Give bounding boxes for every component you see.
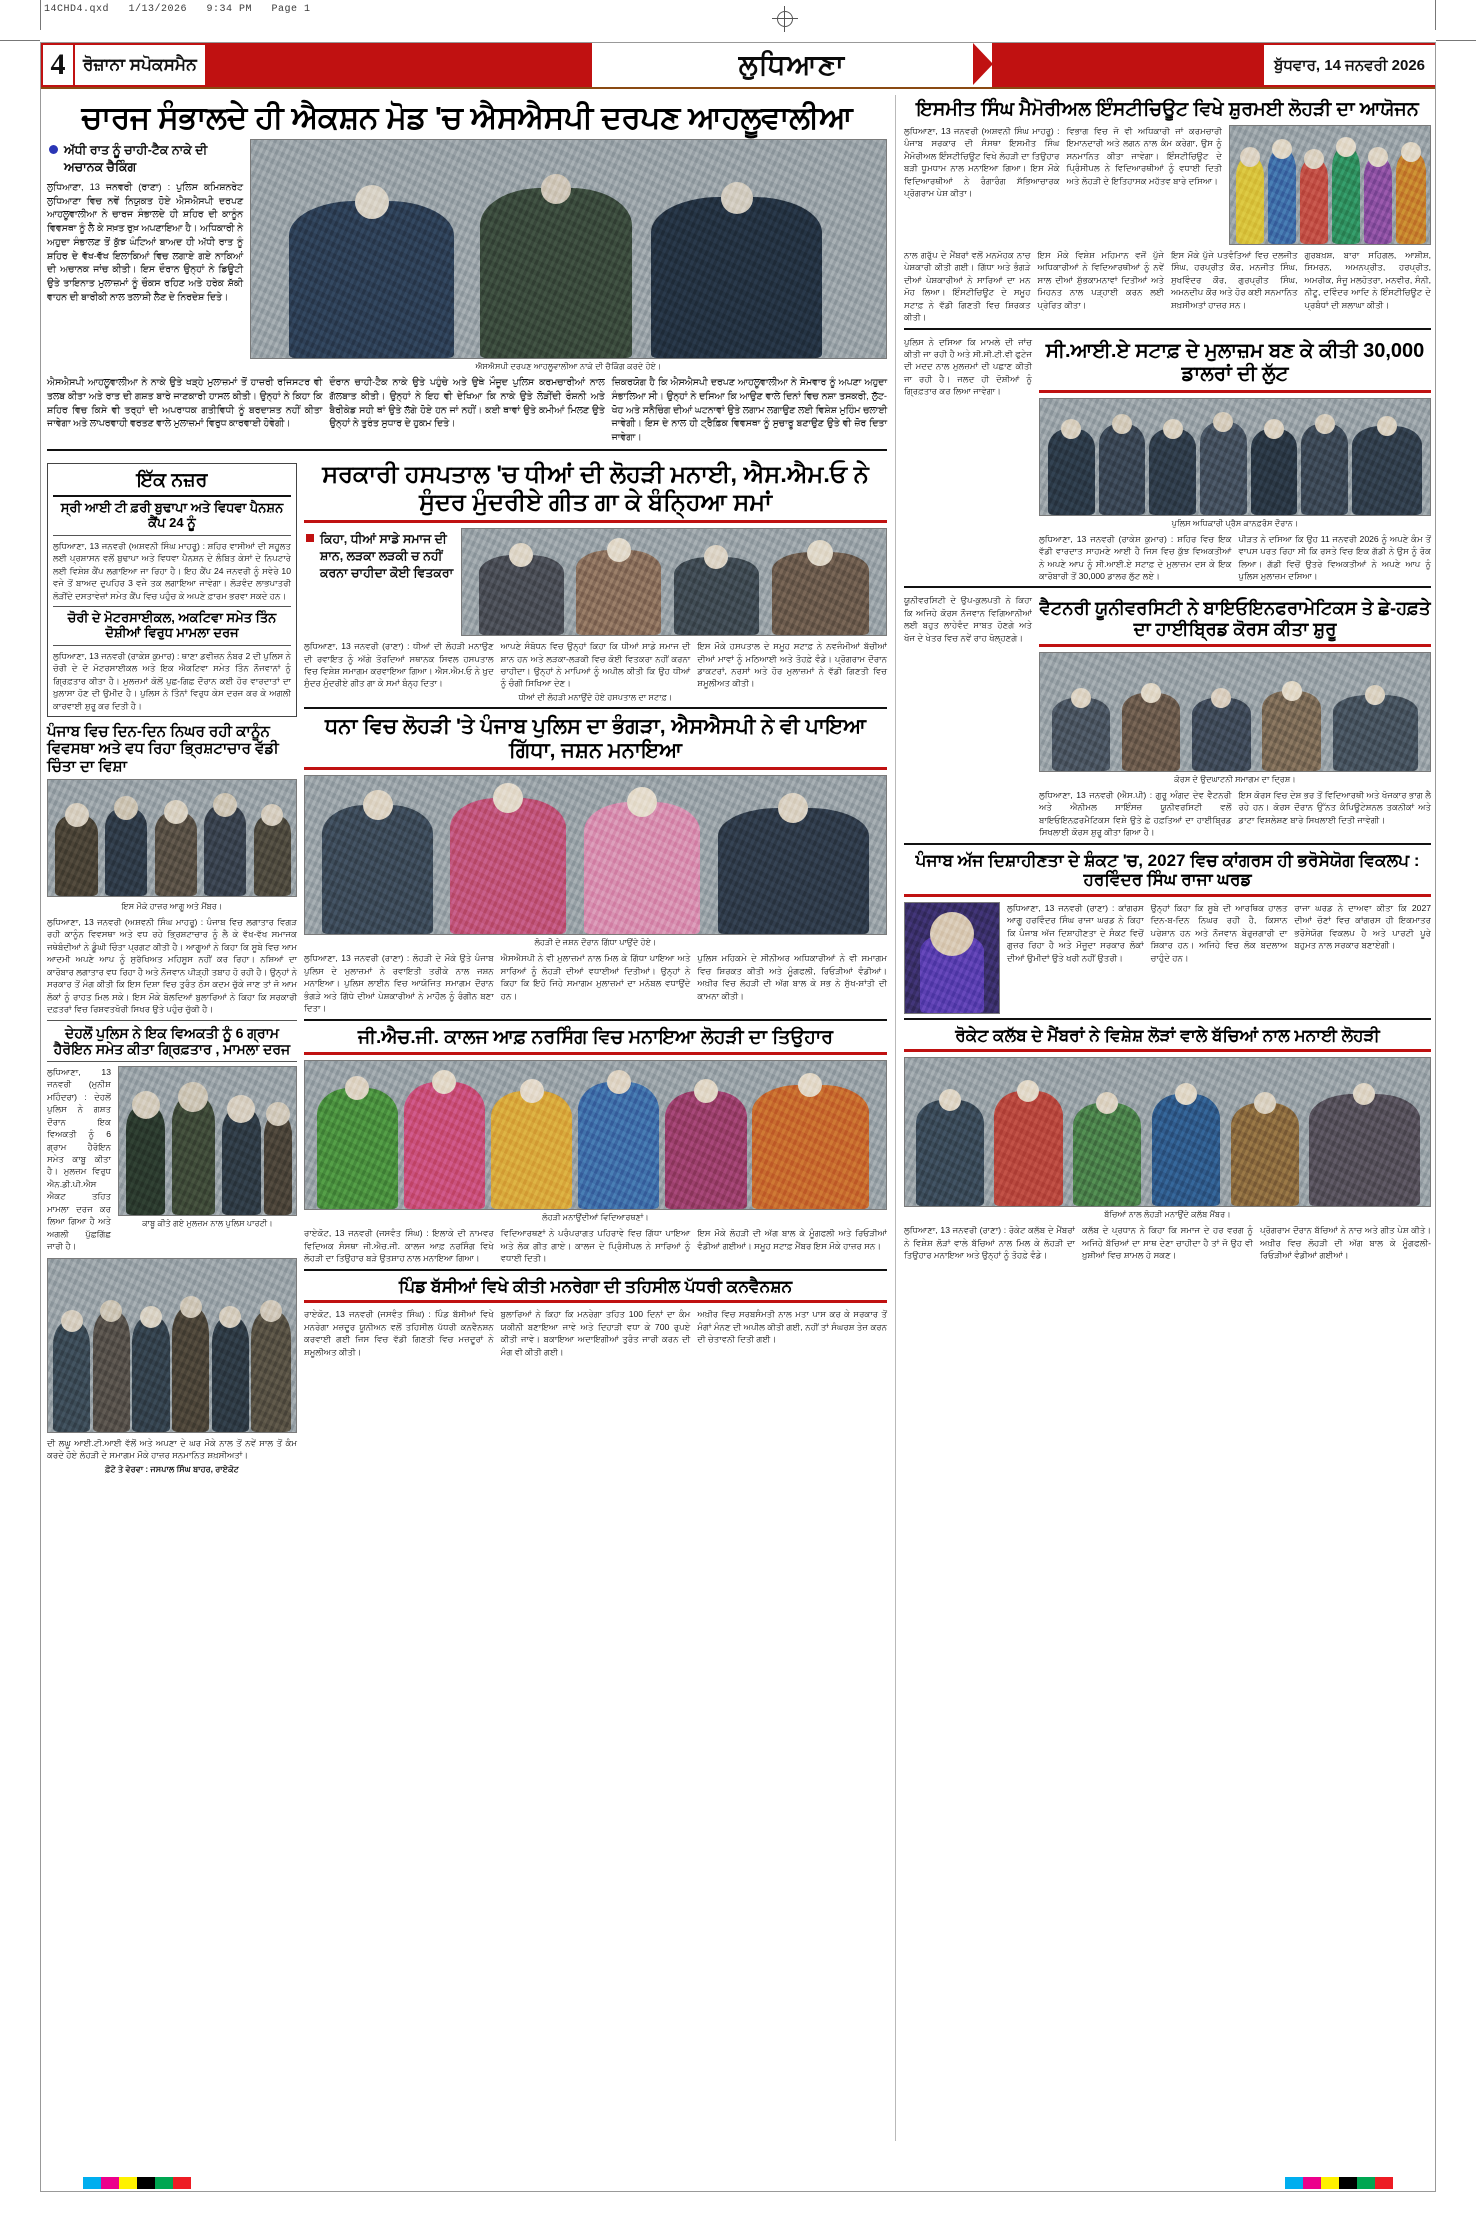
ik-nazar-item-1-text: ਲੁਧਿਆਣਾ, 13 ਜਨਵਰੀ (ਰਾਕੇਸ਼ ਕੁਮਾਰ) : ਥਾਣਾ ਡਵੀਜ਼ਨ ਨੰਬਰ 2 ਦੀ ਪੁਲਿਸ ਨੇ ਚੋਰੀ ਦੇ ਦੋ ਮੋਟਰਸਾਈਕਲ ਅਤੇ ਇਕ ਐਕਟਿਵਾ ਸਮੇਤ ਤਿੰਨ ਨੌਜਵਾਨਾਂ ਨੂੰ ਗ੍ਰਿਫ਼ਤਾਰ ਕੀਤਾ ਹੈ। ਮੁਲਜ਼ਮਾਂ ਕੋਲੋਂ ਪੁਛ-ਗਿਛ ਦੌਰਾਨ ਕਈ ਹੋਰ ਵਾਰਦਾਤਾਂ ਦਾ ਖ਼ੁਲਾਸਾ ਹੋਣ ਦੀ ਉਮੀਦ ਹੈ। ਪੁਲਿਸ ਨੇ ਤਿੰਨਾਂ ਵਿਰੁਧ ਕੇਸ ਦਰਜ ਕਰ ਕੇ ਅਗਲੀ ਕਾਰਵਾਈ ਸ਼ੁਰੂ ਕਰ ਦਿਤੀ ਹੈ। <box>53 650 291 711</box>
hospital-story <box>304 461 887 703</box>
corruption-headline: ਪੰਜਾਬ ਵਿਚ ਦਿਨ-ਦਿਨ ਨਿਘਰ ਰਹੀ ਕਾਨੂੰਨ ਵਿਵਸਥਾ ਅਤੇ ਵਧ ਰਿਹਾ ਭ੍ਰਿਸ਼ਟਾਚਾਰ ਵੱਡੀ ਚਿੰਤਾ ਦਾ ਵਿਸ਼ਾ <box>47 723 279 775</box>
lead-col-2: ਐਸਐਸਪੀ ਆਹਲੂਵਾਲੀਆ ਨੇ ਨਾਕੇ ਉਤੇ ਖੜ੍ਹੇ ਮੁਲਾਜ਼ਮਾਂ ਤੋਂ ਹਾਜ਼ਰੀ ਰਜਿਸਟਰ ਵੀ ਤਲਬ ਕੀਤਾ ਅਤੇ ਰਾਤ ਦੀ ਗਸ਼ਤ ਬਾਰੇ ਜਾਣਕਾਰੀ ਹਾਸਲ ਕੀਤੀ। ਉਨ੍ਹਾਂ ਨੇ ਕਿਹਾ ਕਿ ਸ਼ਹਿਰ ਵਿਚ ਕਿਸੇ ਵੀ ਤਰ੍ਹਾਂ ਦੀ ਅਪਰਾਧਕ ਗਤੀਵਿਧੀ ਨੂੰ ਬਰਦਾਸ਼ਤ ਨਹੀਂ ਕੀਤਾ ਜਾਵੇਗਾ ਅਤੇ ਲਾਪਰਵਾਹੀ ਵਰਤਣ ਵਾਲੇ ਮੁਲਾਜ਼ਮਾਂ ਵਿਰੁਧ ਕਾਰਵਾਈ ਹੋਵੇਗੀ। <box>47 377 323 429</box>
police-photo <box>304 775 887 935</box>
masthead <box>41 43 1435 89</box>
aap-col-3: ਰਾਜਾ ਘਰਡ ਨੇ ਦਾਅਵਾ ਕੀਤਾ ਕਿ 2027 ਦੀਆਂ ਚੋਣਾਂ ਵਿਚ ਕਾਂਗਰਸ ਹੀ ਇਕਮਾਤਰ ਭਰੋਸੇਯੋਗ ਵਿਕਲਪ ਹੈ ਅਤੇ ਪਾਰਟੀ ਪੂਰੇ ਬਹੁਮਤ ਨਾਲ ਸਰਕਾਰ ਬਣਾਏਗੀ। <box>1294 902 1432 951</box>
registration-mark-icon <box>772 6 798 32</box>
swatch-cyan <box>83 2177 101 2189</box>
dehlon-photo-caption: ਕਾਬੂ ਕੀਤੇ ਗਏ ਮੁਲਜ਼ਮ ਨਾਲ ਪੁਲਿਸ ਪਾਰਟੀ। <box>142 1218 273 1228</box>
dehlon-headline: ਦੇਹਲੋਂ ਪੁਲਿਸ ਨੇ ਇਕ ਵਿਅਕਤੀ ਨੂੰ 6 ਗ੍ਰਾਮ ਹੈਰੋਇਨ ਸਮੇਤ ਕੀਤਾ ਗ੍ਰਿਫ਼ਤਾਰ , ਮਾਮਲਾ ਦਰਜ <box>53 1024 291 1057</box>
group-photo-credit: ਫ਼ੋਟੋ ਤੇ ਵੇਰਵਾ : ਜਸਪਾਲ ਸਿੰਘ ਬਾਹਰ, ਰਾਏਕੋਟ <box>105 1464 239 1474</box>
nursing-headline: ਜੀ.ਐਚ.ਜੀ. ਕਾਲਜ ਆਫ਼ ਨਰਸਿੰਗ ਵਿਚ ਮਨਾਇਆ ਲੋਹੜੀ ਦਾ ਤਿਉਹਾਰ <box>357 1026 834 1048</box>
lead-photo <box>250 139 887 359</box>
swatch-black <box>1339 2177 1357 2189</box>
vet-story <box>1039 594 1431 838</box>
crop-mark-top-left <box>40 0 41 30</box>
left-section <box>47 95 887 2141</box>
aap-story <box>904 851 1431 1014</box>
ik-nazar-item-1-headline: ਚੋਰੀ ਦੇ ਮੋਟਰਸਾਈਕਲ, ਅਕਟਿਵਾ ਸਮੇਤ ਤਿੰਨ ਦੋਸ਼ੀਆਂ ਵਿਰੁਧ ਮਾਮਲਾ ਦਰਜ <box>67 610 277 640</box>
lead-photo-caption: ਐਸਐਸਪੀ ਦਰਪਣ ਆਹਲੂਵਾਲੀਆ ਨਾਕੇ ਦੀ ਚੈਕਿੰਗ ਕਰਦੇ ਹੋਏ। <box>475 362 662 372</box>
police-story <box>304 715 887 1015</box>
police-col-2: ਐਸਐਸਪੀ ਨੇ ਵੀ ਮੁਲਾਜ਼ਮਾਂ ਨਾਲ ਮਿਲ ਕੇ ਗਿੱਧਾ ਪਾਇਆ ਅਤੇ ਸਾਰਿਆਂ ਨੂੰ ਲੋਹੜੀ ਦੀਆਂ ਵਧਾਈਆਂ ਦਿਤੀਆਂ। ਉਨ੍ਹਾਂ ਨੇ ਕਿਹਾ ਕਿ ਇਹੋ ਜਿਹੇ ਸਮਾਗਮ ਮੁਲਾਜ਼ਮਾਂ ਦਾ ਮਨੋਬਲ ਵਧਾਉਂਦੇ ਹਨ। <box>500 953 691 1001</box>
nursing-photo <box>304 1060 887 1210</box>
cia-photo <box>1039 398 1431 516</box>
print-slug: 14CHD4.qxd 1/13/2026 9:34 PM Page 1 <box>44 4 311 15</box>
nursing-col-3: ਇਸ ਮੌਕੇ ਲੋਹੜੀ ਦੀ ਅੱਗ ਬਾਲ ਕੇ ਮੂੰਗਫਲੀ ਅਤੇ ਰਿਓੜੀਆਂ ਵੰਡੀਆਂ ਗਈਆਂ। ਸਮੂਹ ਸਟਾਫ਼ ਮੈਂਬਰ ਇਸ ਮੌਕੇ ਹਾਜ਼ਰ ਸਨ। <box>697 1228 888 1251</box>
police-col-3: ਪੁਲਿਸ ਮਹਿਕਮੇ ਦੇ ਸੀਨੀਅਰ ਅਧਿਕਾਰੀਆਂ ਨੇ ਵੀ ਸਮਾਗਮ ਵਿਚ ਸ਼ਿਰਕਤ ਕੀਤੀ ਅਤੇ ਮੂੰਗਫਲੀ, ਰਿਓੜੀਆਂ ਵੰਡੀਆਂ। ਅਖ਼ੀਰ ਵਿਚ ਲੋਹੜੀ ਦੀ ਅੱਗ ਬਾਲ ਕੇ ਸਭ ਨੇ ਸੁੱਖ-ਸ਼ਾਂਤੀ ਦੀ ਕਾਮਨਾ ਕੀਤੀ। <box>697 953 888 1001</box>
lead-kicker-text: ਅੱਧੀ ਰਾਤ ਨੂੰ ਚਾਹੀ-ਟੈਕ ਨਾਕੇ ਦੀ ਅਚਾਨਕ ਚੈਕਿੰਗ <box>64 143 208 174</box>
police-col-1: ਲੁਧਿਆਣਾ, 13 ਜਨਵਰੀ (ਰਾਣਾ) : ਲੋਹੜੀ ਦੇ ਮੌਕੇ ਉਤੇ ਪੰਜਾਬ ਪੁਲਿਸ ਦੇ ਮੁਲਾਜ਼ਮਾਂ ਨੇ ਰਵਾਇਤੀ ਤਰੀਕੇ ਨਾਲ ਜਸ਼ਨ ਮਨਾਇਆ। ਪੁਲਿਸ ਲਾਈਨ ਵਿਚ ਆਯੋਜਿਤ ਸਮਾਗਮ ਦੌਰਾਨ ਭੰਗੜੇ ਅਤੇ ਗਿੱਧੇ ਦੀਆਂ ਪੇਸ਼ਕਾਰੀਆਂ ਨੇ ਮਾਹੌਲ ਨੂੰ ਰੰਗੀਨ ਬਣਾ ਦਿਤਾ। <box>304 953 494 1014</box>
group-photo-caption: ਦੀ ਲਘੂ ਆਈ.ਟੀ.ਆਈ ਵੱਲੋਂ ਅਤੇ ਅਪਣਾ ਦੇ ਘਰ ਮੌਕੇ ਨਾਲ ਤੋਂ ਨਵੇਂ ਸਾਲ ਤੋਂ ਕੰਮ ਕਰਦੇ ਹੋਏ ਲੋਹੜੀ ਦੇ ਸਮਾਗਮ ਮੌਕੇ ਹਾਜ਼ਰ ਸਨਮਾਨਿਤ ਸ਼ਖ਼ਸੀਅਤਾਂ। <box>47 1437 297 1461</box>
middle-section <box>304 457 887 1358</box>
vet-photo-caption: ਕੋਰਸ ਦੇ ਉਦਘਾਟਨੀ ਸਮਾਗਮ ਦਾ ਦ੍ਰਿਸ਼। <box>1174 774 1296 784</box>
swatch-red <box>173 2177 191 2189</box>
newspaper-page <box>40 42 1436 2192</box>
dehlon-photo <box>118 1066 297 1216</box>
lead-kicker <box>49 142 243 176</box>
rocket-col-1: ਲੁਧਿਆਣਾ, 13 ਜਨਵਰੀ (ਰਾਣਾ) : ਰੋਕੇਟ ਕਲੱਬ ਦੇ ਮੈਂਬਰਾਂ ਨੇ ਵਿਸ਼ੇਸ਼ ਲੋੜਾਂ ਵਾਲੇ ਬੱਚਿਆਂ ਨਾਲ ਮਿਲ ਕੇ ਲੋਹੜੀ ਦਾ ਤਿਉਹਾਰ ਮਨਾਇਆ ਅਤੇ ਉਨ੍ਹਾਂ ਨੂੰ ਤੋਹਫ਼ੇ ਵੰਡੇ। <box>904 1225 1075 1261</box>
swatch-yellow <box>119 2177 137 2189</box>
group-photo <box>47 1258 297 1433</box>
aap-col-2: ਉਨ੍ਹਾਂ ਕਿਹਾ ਕਿ ਸੂਬੇ ਦੀ ਆਰਥਿਕ ਹਾਲਤ ਦਿਨ-ਬ-ਦਿਨ ਨਿਘਰ ਰਹੀ ਹੈ, ਕਿਸਾਨ ਪਰੇਸ਼ਾਨ ਹਨ ਅਤੇ ਨੌਜਵਾਨ ਬੇਰੁਜ਼ਗਾਰੀ ਦਾ ਸ਼ਿਕਾਰ ਹਨ। ਅਜਿਹੇ ਵਿਚ ਲੋਕ ਬਦਲਾਅ ਚਾਹੁੰਦੇ ਹਨ। <box>1150 902 1288 963</box>
swatch-magenta <box>101 2177 119 2189</box>
hospital-kicker-text: ਕਿਹਾ, ਧੀਆਂ ਸਾਡੇ ਸਮਾਜ ਦੀ ਸ਼ਾਨ, ਲੜਕਾ ਲੜਕੀ ਚ ਨਹੀਂ ਕਰਨਾ ਚਾਹੀਦਾ ਕੋਈ ਵਿਤਕਰਾ <box>320 532 454 580</box>
hospital-col-3: ਇਸ ਮੌਕੇ ਹਸਪਤਾਲ ਦੇ ਸਮੂਹ ਸਟਾਫ਼ ਨੇ ਨਵਜੰਮੀਆਂ ਬੱਚੀਆਂ ਦੀਆਂ ਮਾਵਾਂ ਨੂੰ ਮਠਿਆਈ ਅਤੇ ਤੋਹਫ਼ੇ ਵੰਡੇ। ਪ੍ਰੋਗਰਾਮ ਦੌਰਾਨ ਡਾਕਟਰਾਂ, ਨਰਸਾਂ ਅਤੇ ਹੋਰ ਮੁਲਾਜ਼ਮਾਂ ਨੇ ਵੱਡੀ ਗਿਣਤੀ ਵਿਚ ਸ਼ਮੂਲੀਅਤ ਕੀਤੀ। <box>697 641 888 689</box>
ik-nazar-title: ਇੱਕ ਨਜ਼ਰ <box>53 468 291 497</box>
swatch-red <box>1375 2177 1393 2189</box>
color-swatches-right <box>1285 2177 1393 2189</box>
crop-mark-right <box>1436 40 1476 41</box>
crop-mark-top-right <box>1435 0 1436 30</box>
ismeet-col-2: ਵਿਭਾਗ ਵਿਚ ਜੋ ਵੀ ਅਧਿਕਾਰੀ ਜਾਂ ਕਰਮਚਾਰੀ ਇਮਾਨਦਾਰੀ ਅਤੇ ਲਗਨ ਨਾਲ ਕੰਮ ਕਰੇਗਾ, ਉਸ ਨੂੰ ਸਨਮਾਨਿਤ ਕੀਤਾ ਜਾਵੇਗਾ। ਇੰਸਟੀਚਿਊਟ ਦੇ ਪ੍ਰਿੰਸੀਪਲ ਨੇ ਵਿਦਿਆਰਥੀਆਂ ਨੂੰ ਵਧਾਈ ਦਿਤੀ ਅਤੇ ਲੋਹੜੀ ਦੇ ਇਤਿਹਾਸਕ ਮਹੱਤਵ ਬਾਰੇ ਦਸਿਆ। <box>1066 125 1222 186</box>
police-headline: ਧਨਾ ਵਿਚ ਲੋਹੜੀ 'ਤੇ ਪੰਜਾਬ ਪੁਲਿਸ ਦਾ ਭੰਗੜਾ, ਐਸਐਸਪੀ ਨੇ ਵੀ ਪਾਇਆ ਗਿੱਧਾ, ਜਸ਼ਨ ਮਨਾਇਆ <box>324 714 867 763</box>
cia-side-col: ਪੁਲਿਸ ਨੇ ਦਸਿਆ ਕਿ ਮਾਮਲੇ ਦੀ ਜਾਂਚ ਕੀਤੀ ਜਾ ਰਹੀ ਹੈ ਅਤੇ ਸੀ.ਸੀ.ਟੀ.ਵੀ ਫੁਟੇਜ ਦੀ ਮਦਦ ਨਾਲ ਮੁਲਜ਼ਮਾਂ ਦੀ ਪਛਾਣ ਕੀਤੀ ਜਾ ਰਹੀ ਹੈ। ਜਲਦ ਹੀ ਦੋਸ਼ੀਆਂ ਨੂੰ ਗ੍ਰਿਫ਼ਤਾਰ ਕਰ ਲਿਆ ਜਾਵੇਗਾ। <box>904 336 1032 397</box>
lead-col-3: ਦੌਰਾਨ ਚਾਹੀ-ਟੈਕ ਨਾਕੇ ਉਤੇ ਪਹੁੰਚੇ ਅਤੇ ਉਥੇ ਮੌਜੂਦ ਪੁਲਿਸ ਕਰਮਚਾਰੀਆਂ ਨਾਲ ਗੱਲਬਾਤ ਕੀਤੀ। ਉਨ੍ਹਾਂ ਨੇ ਇਹ ਵੀ ਦੇਖਿਆ ਕਿ ਨਾਕੇ ਉਤੇ ਲੋੜੀਂਦੀ ਰੌਸ਼ਨੀ ਅਤੇ ਬੈਰੀਕੇਡ ਸਹੀ ਥਾਂ ਉਤੇ ਲੱਗੇ ਹੋਏ ਹਨ ਜਾਂ ਨਹੀਂ। ਕਈ ਥਾਵਾਂ ਉਤੇ ਕਮੀਆਂ ਮਿਲਣ ਉਤੇ ਉਨ੍ਹਾਂ ਨੇ ਤੁਰੰਤ ਸੁਧਾਰ ਦੇ ਹੁਕਮ ਦਿਤੇ। <box>329 377 605 429</box>
cia-col-1: ਲੁਧਿਆਣਾ, 13 ਜਨਵਰੀ (ਰਾਕੇਸ਼ ਕੁਮਾਰ) : ਸ਼ਹਿਰ ਵਿਚ ਇਕ ਵੱਡੀ ਵਾਰਦਾਤ ਸਾਹਮਣੇ ਆਈ ਹੈ ਜਿਸ ਵਿਚ ਕੁੱਝ ਵਿਅਕਤੀਆਂ ਨੇ ਅਪਣੇ ਆਪ ਨੂੰ ਸੀ.ਆਈ.ਏ ਸਟਾਫ਼ ਦੇ ਮੁਲਾਜ਼ਮ ਦਸ ਕੇ ਇਕ ਕਾਰੋਬਾਰੀ ਤੋਂ 30,000 ਡਾਲਰ ਲੁੱਟ ਲਏ। <box>1039 533 1232 581</box>
corruption-text: ਲੁਧਿਆਣਾ, 13 ਜਨਵਰੀ (ਅਸ਼ਵਨੀ ਸਿੰਘ ਮਾਹਰੂ) : ਪੰਜਾਬ ਵਿਚ ਲਗਾਤਾਰ ਵਿਗੜ ਰਹੀ ਕਾਨੂੰਨ ਵਿਵਸਥਾ ਅਤੇ ਵਧ ਰਹੇ ਭ੍ਰਿਸ਼ਟਾਚਾਰ ਨੂੰ ਲੈ ਕੇ ਵੱਖ-ਵੱਖ ਸਮਾਜਕ ਜਥੇਬੰਦੀਆਂ ਨੇ ਡੂੰਘੀ ਚਿੰਤਾ ਪ੍ਰਗਟ ਕੀਤੀ ਹੈ। ਆਗੂਆਂ ਨੇ ਕਿਹਾ ਕਿ ਸੂਬੇ ਵਿਚ ਆਮ ਆਦਮੀ ਅਪਣੇ ਆਪ ਨੂੰ ਸੁਰੱਖਿਅਤ ਮਹਿਸੂਸ ਨਹੀਂ ਕਰ ਰਿਹਾ। ਨਸ਼ਿਆਂ ਦਾ ਕਾਰੋਬਾਰ ਲਗਾਤਾਰ ਵਧ ਰਿਹਾ ਹੈ ਅਤੇ ਨੌਜਵਾਨ ਪੀੜ੍ਹੀ ਤਬਾਹ ਹੋ ਰਹੀ ਹੈ। ਉਨ੍ਹਾਂ ਨੇ ਸਰਕਾਰ ਤੋਂ ਮੰਗ ਕੀਤੀ ਕਿ ਇਸ ਦਿਸ਼ਾ ਵਿਚ ਤੁਰੰਤ ਠੋਸ ਕਦਮ ਚੁੱਕੇ ਜਾਣ ਤਾਂ ਜੋ ਆਮ ਲੋਕਾਂ ਨੂੰ ਰਾਹਤ ਮਿਲ ਸਕੇ। ਇਸ ਮੌਕੇ ਬੋਲਦਿਆਂ ਬੁਲਾਰਿਆਂ ਨੇ ਕਿਹਾ ਕਿ ਸਰਕਾਰੀ ਦਫ਼ਤਰਾਂ ਵਿਚ ਰਿਸ਼ਵਤਖੋਰੀ ਸਿਖਰ ਉਤੇ ਪਹੁੰਚ ਚੁੱਕੀ ਹੈ। <box>47 917 297 1015</box>
masthead-red-bar-left <box>207 43 592 87</box>
crop-mark-left <box>0 40 40 41</box>
nursing-col-1: ਰਾਏਕੋਟ, 13 ਜਨਵਰੀ (ਜਸਵੰਤ ਸਿੰਘ) : ਇਲਾਕੇ ਦੀ ਨਾਮਵਰ ਵਿਦਿਅਕ ਸੰਸਥਾ ਜੀ.ਐਚ.ਜੀ. ਕਾਲਜ ਆਫ਼ ਨਰਸਿੰਗ ਵਿਖੇ ਲੋਹੜੀ ਦਾ ਤਿਉਹਾਰ ਬੜੇ ਉਤਸ਼ਾਹ ਨਾਲ ਮਨਾਇਆ ਗਿਆ। <box>304 1228 494 1264</box>
ismeet-col-6: ਗੁਰਬਖ਼ਸ਼, ਬਾਰਾ ਸਹਿਗਲ, ਆਸ਼ੀਸ਼, ਸਿਮਰਨ, ਅਮਨਪ੍ਰੀਤ, ਹਰਪ੍ਰੀਤ, ਅਮਰੀਕ, ਸੰਜੂ ਮਲਹੋਤਰਾ, ਮਨਵੀਰ, ਸੰਨੀ, ਨੀਟੂ, ਦਵਿੰਦਰ ਆਦਿ ਨੇ ਇੰਸਟੀਚਿਊਟ ਦੇ ਪ੍ਰਬੰਧਾਂ ਦੀ ਸ਼ਲਾਘਾ ਕੀਤੀ। <box>1304 249 1431 310</box>
manrega-col-1: ਰਾਏਕੋਟ, 13 ਜਨਵਰੀ (ਜਸਵੰਤ ਸਿੰਘ) : ਪਿੰਡ ਬੱਸੀਆਂ ਵਿਖੇ ਮਨਰੇਗਾ ਮਜ਼ਦੂਰ ਯੂਨੀਅਨ ਵਲੋਂ ਤਹਿਸੀਲ ਪੱਧਰੀ ਕਨਵੈਨਸ਼ਨ ਕਰਵਾਈ ਗਈ ਜਿਸ ਵਿਚ ਵੱਡੀ ਗਿਣਤੀ ਵਿਚ ਮਜ਼ਦੂਰਾਂ ਨੇ ਸ਼ਮੂਲੀਅਤ ਕੀਤੀ। <box>304 1309 494 1357</box>
ismeet-photo <box>1229 125 1431 245</box>
lead-col-4: ਜ਼ਿਕਰਯੋਗ ਹੈ ਕਿ ਐਸਐਸਪੀ ਦਰਪਣ ਆਹਲੂਵਾਲੀਆ ਨੇ ਸੋਮਵਾਰ ਨੂੰ ਅਪਣਾ ਅਹੁਦਾ ਸੰਭਾਲਿਆ ਸੀ। ਉਨ੍ਹਾਂ ਨੇ ਦਸਿਆ ਕਿ ਆਉਣ ਵਾਲੇ ਦਿਨਾਂ ਵਿਚ ਨਸ਼ਾ ਤਸਕਰੀ, ਲੁੱਟ-ਖੋਹ ਅਤੇ ਸਨੈਚਿੰਗ ਦੀਆਂ ਘਟਨਾਵਾਂ ਉਤੇ ਲਗਾਮ ਲਗਾਉਣ ਲਈ ਵਿਸ਼ੇਸ਼ ਮੁਹਿੰਮ ਚਲਾਈ ਜਾਵੇਗੀ। ਇਸ ਦੇ ਨਾਲ ਹੀ ਟ੍ਰੈਫ਼ਿਕ ਵਿਵਸਥਾ ਨੂੰ ਸੁਚਾਰੂ ਬਣਾਉਣ ਉਤੇ ਵੀ ਜ਼ੋਰ ਦਿਤਾ ਜਾਵੇਗਾ। <box>611 377 887 443</box>
lead-story <box>47 101 887 445</box>
bullet-icon <box>49 145 58 154</box>
city-name: ਲੁਧਿਆਣਾ <box>592 43 992 87</box>
dehlon-text: ਲੁਧਿਆਣਾ, 13 ਜਨਵਰੀ (ਮੁਨੀਸ਼ ਮਹਿੰਦਰਾ) : ਦੇਹਲੋਂ ਪੁਲਿਸ ਨੇ ਗਸ਼ਤ ਦੌਰਾਨ ਇਕ ਵਿਅਕਤੀ ਨੂੰ 6 ਗ੍ਰਾਮ ਹੈਰੋਇਨ ਸਮੇਤ ਕਾਬੂ ਕੀਤਾ ਹੈ। ਮੁਲਜ਼ਮ ਵਿਰੁਧ ਐਨ.ਡੀ.ਪੀ.ਐਸ ਐਕਟ ਤਹਿਤ ਮਾਮਲਾ ਦਰਜ ਕਰ ਲਿਆ ਗਿਆ ਹੈ ਅਤੇ ਅਗਲੀ ਪੁੱਛਗਿੱਛ ਜਾਰੀ ਹੈ। <box>47 1066 111 1252</box>
hospital-photo-caption: ਧੀਆਂ ਦੀ ਲੋਹੜੀ ਮਨਾਉਂਦੇ ਹੋਏ ਹਸਪਤਾਲ ਦਾ ਸਟਾਫ਼। <box>518 692 673 702</box>
publication-date: ਬੁੱਧਵਾਰ, 14 ਜਨਵਰੀ 2026 <box>1262 43 1435 87</box>
rocket-photo <box>904 1057 1431 1207</box>
vet-side-col: ਯੂਨੀਵਰਸਿਟੀ ਦੇ ਉਪ-ਕੁਲਪਤੀ ਨੇ ਕਿਹਾ ਕਿ ਅਜਿਹੇ ਕੋਰਸ ਨੌਜਵਾਨ ਵਿਗਿਆਨੀਆਂ ਲਈ ਬਹੁਤ ਲਾਹੇਵੰਦ ਸਾਬਤ ਹੋਣਗੇ ਅਤੇ ਖੋਜ ਦੇ ਖੇਤਰ ਵਿਚ ਨਵੇਂ ਰਾਹ ਖੋਲ੍ਹਣਗੇ। <box>904 595 1032 643</box>
swatch-black <box>137 2177 155 2189</box>
page-body <box>41 91 1437 2141</box>
rocket-photo-caption: ਬੱਚਿਆਂ ਨਾਲ ਲੋਹੜੀ ਮਨਾਉਂਦੇ ਕਲੱਬ ਮੈਂਬਰ। <box>1104 1210 1231 1220</box>
ik-nazar-box <box>47 463 297 717</box>
bullet-icon <box>306 534 314 542</box>
corruption-photo <box>47 779 297 897</box>
dehlon-story <box>47 1025 297 1253</box>
vet-photo <box>1039 652 1431 772</box>
ismeet-story <box>904 99 1431 324</box>
swatch-green <box>155 2177 173 2189</box>
manrega-story <box>304 1277 887 1358</box>
aap-portrait-photo <box>904 902 1000 1014</box>
rocket-col-3: ਪ੍ਰੋਗਰਾਮ ਦੌਰਾਨ ਬੱਚਿਆਂ ਨੇ ਨਾਚ ਅਤੇ ਗੀਤ ਪੇਸ਼ ਕੀਤੇ। ਅਖ਼ੀਰ ਵਿਚ ਲੋਹੜੀ ਦੀ ਅੱਗ ਬਾਲ ਕੇ ਮੂੰਗਫਲੀ-ਰਿਓੜੀਆਂ ਵੰਡੀਆਂ ਗਈਆਂ। <box>1260 1225 1431 1261</box>
ik-nazar-item-0-headline: ਸ੍ਰੀ ਆਈ ਟੀ ਫ਼ਰੀ ਬੁਢਾਪਾ ਅਤੇ ਵਿਧਵਾ ਪੈਨਸ਼ਨ ਕੈਂਪ 24 ਨੂੰ <box>60 499 284 530</box>
cia-headline: ਸੀ.ਆਈ.ਏ ਸਟਾਫ਼ ਦੇ ਮੁਲਾਜ਼ਮ ਬਣ ਕੇ ਕੀਤੀ 30,000 ਡਾਲਰਾਂ ਦੀ ਲੁੱਟ <box>1045 339 1425 385</box>
hospital-headline: ਸਰਕਾਰੀ ਹਸਪਤਾਲ 'ਚ ਧੀਆਂ ਦੀ ਲੋਹੜੀ ਮਨਾਈ, ਐਸ.ਐਮ.ਓ ਨੇ ਸੁੰਦਰ ਮੁੰਦਰੀਏ ਗੀਤ ਗਾ ਕੇ ਬੰਨ੍ਹਿਆ ਸਮਾਂ <box>322 460 869 516</box>
police-photo-caption: ਲੋਹੜੀ ਦੇ ਜਸ਼ਨ ਦੌਰਾਨ ਗਿੱਧਾ ਪਾਉਂਦੇ ਹੋਏ। <box>534 938 657 948</box>
color-swatches-left <box>83 2177 191 2189</box>
lead-col-1: ਲੁਧਿਆਣਾ, 13 ਜਨਵਰੀ (ਰਾਣਾ) : ਪੁਲਿਸ ਕਮਿਸ਼ਨਰੇਟ ਲੁਧਿਆਣਾ ਵਿਚ ਨਵੇਂ ਨਿਯੁਕਤ ਹੋਏ ਐਸਐਸਪੀ ਦਰਪਣ ਆਹਲੂਵਾਲੀਆ ਨੇ ਚਾਰਜ ਸੰਭਾਲਦੇ ਹੀ ਸ਼ਹਿਰ ਦੀ ਕਾਨੂੰਨ ਵਿਵਸਥਾ ਨੂੰ ਲੈ ਕੇ ਸਖ਼ਤ ਰੁਖ਼ ਅਪਣਾਇਆ ਹੈ। ਅਧਿਕਾਰੀ ਨੇ ਅਹੁਦਾ ਸੰਭਾਲਣ ਤੋਂ ਕੁੱਝ ਘੰਟਿਆਂ ਬਾਅਦ ਹੀ ਅੱਧੀ ਰਾਤ ਨੂੰ ਸ਼ਹਿਰ ਦੇ ਵੱਖ-ਵੱਖ ਇਲਾਕਿਆਂ ਵਿਚ ਲਗਾਏ ਗਏ ਨਾਕਿਆਂ ਦੀ ਅਚਾਨਕ ਜਾਂਚ ਕੀਤੀ। ਇਸ ਦੌਰਾਨ ਉਨ੍ਹਾਂ ਨੇ ਡਿਊਟੀ ਉਤੇ ਤਾਇਨਾਤ ਮੁਲਾਜ਼ਮਾਂ ਨੂੰ ਚੌਕਸ ਰਹਿਣ ਅਤੇ ਹਰੇਕ ਸ਼ੱਕੀ ਵਾਹਨ ਦੀ ਬਾਰੀਕੀ ਨਾਲ ਤਲਾਸ਼ੀ ਲੈਣ ਦੇ ਨਿਰਦੇਸ਼ ਦਿਤੇ। <box>47 181 243 302</box>
swatch-green <box>1357 2177 1375 2189</box>
vet-col-1: ਲੁਧਿਆਣਾ, 13 ਜਨਵਰੀ (ਐਸ.ਪੀ) : ਗੁਰੂ ਅੰਗਦ ਦੇਵ ਵੈਟਨਰੀ ਅਤੇ ਐਨੀਮਲ ਸਾਇੰਸਜ਼ ਯੂਨੀਵਰਸਿਟੀ ਵਲੋਂ ਬਾਇਓਇਨਫ਼ਰਮੈਟਿਕਸ ਵਿਸ਼ੇ ਉਤੇ ਛੇ ਹਫ਼ਤਿਆਂ ਦਾ ਹਾਈਬ੍ਰਿਡ ਸਿਖਲਾਈ ਕੋਰਸ ਸ਼ੁਰੂ ਕੀਤਾ ਗਿਆ ਹੈ। <box>1039 789 1232 838</box>
manrega-col-2: ਬੁਲਾਰਿਆਂ ਨੇ ਕਿਹਾ ਕਿ ਮਨਰੇਗਾ ਤਹਿਤ 100 ਦਿਨਾਂ ਦਾ ਕੰਮ ਯਕੀਨੀ ਬਣਾਇਆ ਜਾਵੇ ਅਤੇ ਦਿਹਾੜੀ ਵਧਾ ਕੇ 700 ਰੁਪਏ ਕੀਤੀ ਜਾਵੇ। ਬਕਾਇਆ ਅਦਾਇਗੀਆਂ ਤੁਰੰਤ ਜਾਰੀ ਕਰਨ ਦੀ ਮੰਗ ਵੀ ਕੀਤੀ ਗਈ। <box>500 1309 691 1357</box>
nursing-photo-caption: ਲੋਹੜੀ ਮਨਾਉਂਦੀਆਂ ਵਿਦਿਆਰਥਣਾਂ। <box>542 1213 649 1223</box>
vet-col-2: ਇਸ ਕੋਰਸ ਵਿਚ ਦੇਸ਼ ਭਰ ਤੋਂ ਵਿਦਿਆਰਥੀ ਅਤੇ ਖੋਜਕਾਰ ਭਾਗ ਲੈ ਰਹੇ ਹਨ। ਕੋਰਸ ਦੌਰਾਨ ਉੱਨਤ ਕੰਪਿਊਟੇਸ਼ਨਲ ਤਕਨੀਕਾਂ ਅਤੇ ਡਾਟਾ ਵਿਸ਼ਲੇਸ਼ਣ ਬਾਰੇ ਸਿਖਲਾਈ ਦਿਤੀ ਜਾਵੇਗੀ। <box>1238 789 1431 825</box>
ismeet-col-3: ਨਾਲ ਗਰੁੱਪ ਦੇ ਮੈਂਬਰਾਂ ਵਲੋਂ ਮਨਮੋਹਕ ਨਾਚ ਪੇਸ਼ਕਾਰੀ ਕੀਤੀ ਗਈ। ਗਿੱਧਾ ਅਤੇ ਭੰਗੜੇ ਦੀਆਂ ਪੇਸ਼ਕਾਰੀਆਂ ਨੇ ਸਾਰਿਆਂ ਦਾ ਮਨ ਮੋਹ ਲਿਆ। ਇੰਸਟੀਚਿਊਟ ਦੇ ਸਮੂਹ ਸਟਾਫ਼ ਨੇ ਵੱਡੀ ਗਿਣਤੀ ਵਿਚ ਸ਼ਿਰਕਤ ਕੀਤੀ। <box>904 249 1031 323</box>
manrega-col-3: ਅਖ਼ੀਰ ਵਿਚ ਸਰਬਸੰਮਤੀ ਨਾਲ ਮਤਾ ਪਾਸ ਕਰ ਕੇ ਸਰਕਾਰ ਤੋਂ ਮੰਗਾਂ ਮੰਨਣ ਦੀ ਅਪੀਲ ਕੀਤੀ ਗਈ, ਨਹੀਂ ਤਾਂ ਸੰਘਰਸ਼ ਤੇਜ਼ ਕਰਨ ਦੀ ਚੇਤਾਵਨੀ ਦਿਤੀ ਗਈ। <box>697 1309 888 1345</box>
aap-headline: ਪੰਜਾਬ ਅੱਜ ਦਿਸ਼ਾਹੀਣਤਾ ਦੇ ਸ਼ੰਕਟ 'ਚ, 2027 ਵਿਚ ਕਾਂਗਰਸ ਹੀ ਭਰੋਸੇਯੋਗ ਵਿਕਲਪ : ਹਰਵਿੰਦਰ ਸਿੰਘ ਰਾਜਾ ਘਰਡ <box>915 850 1420 890</box>
nursing-story <box>304 1027 887 1265</box>
rocket-col-2: ਕਲੱਬ ਦੇ ਪ੍ਰਧਾਨ ਨੇ ਕਿਹਾ ਕਿ ਸਮਾਜ ਦੇ ਹਰ ਵਰਗ ਨੂੰ ਅਜਿਹੇ ਬੱਚਿਆਂ ਦਾ ਸਾਥ ਦੇਣਾ ਚਾਹੀਦਾ ਹੈ ਤਾਂ ਜੋ ਉਹ ਵੀ ਖ਼ੁਸ਼ੀਆਂ ਵਿਚ ਸ਼ਾਮਲ ਹੋ ਸਕਣ। <box>1082 1225 1253 1261</box>
hospital-photo <box>461 528 887 636</box>
ismeet-headline: ਇਸਮੀਤ ਸਿੰਘ ਮੈਮੋਰੀਅਲ ਇੰਸਟੀਚਿਊਟ ਵਿਖੇ ਸ਼ੁਰਮਈ ਲੋਹੜੀ ਦਾ ਆਯੋਜਨ <box>916 99 1419 120</box>
right-section <box>895 95 1431 2141</box>
page-number: 4 <box>41 43 75 87</box>
swatch-magenta <box>1303 2177 1321 2189</box>
rocket-story <box>904 1026 1431 1262</box>
ismeet-col-5: ਇਸ ਮੌਕੇ ਪੁੱਜੇ ਪਤਵੰਤਿਆਂ ਵਿਚ ਦਲਜੀਤ ਸਿੰਘ, ਹਰਪ੍ਰੀਤ ਕੌਰ, ਮਨਜੀਤ ਸਿੰਘ, ਸੁਖਵਿੰਦਰ ਕੌਰ, ਗੁਰਪ੍ਰੀਤ ਸਿੰਘ, ਅਮਨਦੀਪ ਕੌਰ ਅਤੇ ਹੋਰ ਕਈ ਸਨਮਾਨਿਤ ਸ਼ਖ਼ਸੀਅਤਾਂ ਹਾਜ਼ਰ ਸਨ। <box>1171 249 1298 310</box>
hospital-col-2: ਆਪਣੇ ਸੰਬੋਧਨ ਵਿਚ ਉਨ੍ਹਾਂ ਕਿਹਾ ਕਿ ਧੀਆਂ ਸਾਡੇ ਸਮਾਜ ਦੀ ਸ਼ਾਨ ਹਨ ਅਤੇ ਲੜਕਾ-ਲੜਕੀ ਵਿਚ ਕੋਈ ਵਿਤਕਰਾ ਨਹੀਂ ਕਰਨਾ ਚਾਹੀਦਾ। ਉਨ੍ਹਾਂ ਨੇ ਮਾਪਿਆਂ ਨੂੰ ਅਪੀਲ ਕੀਤੀ ਕਿ ਉਹ ਧੀਆਂ ਨੂੰ ਚੰਗੀ ਸਿਖਿਆ ਦੇਣ। <box>500 641 691 689</box>
rocket-headline: ਰੋਕੇਟ ਕਲੱਬ ਦੇ ਮੈਂਬਰਾਂ ਨੇ ਵਿਸ਼ੇਸ਼ ਲੋੜਾਂ ਵਾਲੇ ਬੱਚਿਆਂ ਨਾਲ ਮਨਾਈ ਲੋਹੜੀ <box>955 1025 1380 1045</box>
vet-headline: ਵੈਟਨਰੀ ਯੂਨੀਵਰਸਿਟੀ ਨੇ ਬਾਇਓਇਨਫਰਾਮੇਟਿਕਸ ਤੇ ਛੇ-ਹਫ਼ਤੇ ਦਾ ਹਾਈਬ੍ਰਿਡ ਕੋਰਸ ਕੀਤਾ ਸ਼ੁਰੂ <box>1039 598 1431 640</box>
ismeet-col-1: ਲੁਧਿਆਣਾ, 13 ਜਨਵਰੀ (ਅਸ਼ਵਨੀ ਸਿੰਘ ਮਾਹਰੂ) : ਪੰਜਾਬ ਸਰਕਾਰ ਦੀ ਸੰਸਥਾ ਇਸਮੀਤ ਸਿੰਘ ਮੈਮੋਰੀਅਲ ਇੰਸਟੀਚਿਊਟ ਵਿਖੇ ਲੋਹੜੀ ਦਾ ਤਿਉਹਾਰ ਬੜੀ ਧੂਮਧਾਮ ਨਾਲ ਮਨਾਇਆ ਗਿਆ। ਇਸ ਮੌਕੇ ਵਿਦਿਆਰਥੀਆਂ ਨੇ ਰੰਗਾਰੰਗ ਸੱਭਿਆਚਾਰਕ ਪ੍ਰੋਗਰਾਮ ਪੇਸ਼ ਕੀਤਾ। <box>904 125 1060 199</box>
ismeet-col-4: ਇਸ ਮੌਕੇ ਵਿਸ਼ੇਸ਼ ਮਹਿਮਾਨ ਵਜੋਂ ਪੁੱਜੇ ਅਧਿਕਾਰੀਆਂ ਨੇ ਵਿਦਿਆਰਥੀਆਂ ਨੂੰ ਨਵੇਂ ਸਾਲ ਦੀਆਂ ਸ਼ੁੱਭਕਾਮਨਾਵਾਂ ਦਿਤੀਆਂ ਅਤੇ ਮਿਹਨਤ ਨਾਲ ਪੜ੍ਹਾਈ ਕਰਨ ਲਈ ਪ੍ਰੇਰਿਤ ਕੀਤਾ। <box>1037 249 1164 310</box>
brand-name: ਰੋਜ਼ਾਨਾ ਸਪੋਕਸਮੈਨ <box>75 43 207 87</box>
corruption-photo-caption: ਇਸ ਮੌਕੇ ਹਾਜ਼ਰ ਆਗੂ ਅਤੇ ਮੈਂਬਰ। <box>121 901 223 911</box>
cia-photo-caption: ਪੁਲਿਸ ਅਧਿਕਾਰੀ ਪ੍ਰੈਸ ਕਾਨਫ਼ਰੰਸ ਦੌਰਾਨ। <box>1171 518 1299 528</box>
aap-col-1: ਲੁਧਿਆਣਾ, 13 ਜਨਵਰੀ (ਰਾਣਾ) : ਕਾਂਗਰਸ ਆਗੂ ਹਰਵਿੰਦਰ ਸਿੰਘ ਰਾਜਾ ਘਰਡ ਨੇ ਕਿਹਾ ਕਿ ਪੰਜਾਬ ਅੱਜ ਦਿਸ਼ਾਹੀਣਤਾ ਦੇ ਸੰਕਟ ਵਿਚੋਂ ਗੁਜ਼ਰ ਰਿਹਾ ਹੈ ਅਤੇ ਮੌਜੂਦਾ ਸਰਕਾਰ ਲੋਕਾਂ ਦੀਆਂ ਉਮੀਦਾਂ ਉਤੇ ਖਰੀ ਨਹੀਂ ਉਤਰੀ। <box>1007 902 1144 963</box>
hospital-col-1: ਲੁਧਿਆਣਾ, 13 ਜਨਵਰੀ (ਰਾਣਾ) : ਧੀਆਂ ਦੀ ਲੋਹੜੀ ਮਨਾਉਣ ਦੀ ਰਵਾਇਤ ਨੂੰ ਅੱਗੇ ਤੋਰਦਿਆਂ ਸਥਾਨਕ ਸਿਵਲ ਹਸਪਤਾਲ ਵਿਚ ਵਿਸ਼ੇਸ਼ ਸਮਾਗਮ ਕਰਵਾਇਆ ਗਿਆ। ਐਸ.ਐਮ.ਓ ਨੇ ਖ਼ੁਦ ਸੁੰਦਰ ਮੁੰਦਰੀਏ ਗੀਤ ਗਾ ਕੇ ਸਮਾਂ ਬੰਨ੍ਹ ਦਿਤਾ। <box>304 641 494 689</box>
lead-headline: ਚਾਰਜ ਸੰਭਾਲਦੇ ਹੀ ਐਕਸ਼ਨ ਮੋਡ 'ਚ ਐਸਐਸਪੀ ਦਰਪਣ ਆਹਲੂਵਾਲੀਆ <box>81 100 853 135</box>
hospital-kicker <box>306 531 454 582</box>
manrega-headline: ਪਿੰਡ ਬੱਸੀਆਂ ਵਿਖੇ ਕੀਤੀ ਮਨਰੇਗਾ ਦੀ ਤਹਿਸੀਲ ਪੱਧਰੀ ਕਨਵੈਨਸ਼ਨ <box>398 1276 793 1296</box>
corruption-story <box>47 723 297 1015</box>
nursing-col-2: ਵਿਦਿਆਰਥਣਾਂ ਨੇ ਪਰੰਪਰਾਗਤ ਪਹਿਰਾਵੇ ਵਿਚ ਗਿੱਧਾ ਪਾਇਆ ਅਤੇ ਲੋਕ ਗੀਤ ਗਾਏ। ਕਾਲਜ ਦੇ ਪ੍ਰਿੰਸੀਪਲ ਨੇ ਸਾਰਿਆਂ ਨੂੰ ਵਧਾਈ ਦਿਤੀ। <box>500 1228 691 1264</box>
swatch-yellow <box>1321 2177 1339 2189</box>
masthead-red-bar-right <box>992 43 1262 87</box>
ik-nazar-item-0-text: ਲੁਧਿਆਣਾ, 13 ਜਨਵਰੀ (ਅਸ਼ਵਨੀ ਸਿੰਘ ਮਾਹਰੂ) : ਸ਼ਹਿਰ ਵਾਸੀਆਂ ਦੀ ਸਹੂਲਤ ਲਈ ਪ੍ਰਸ਼ਾਸਨ ਵਲੋਂ ਬੁਢਾਪਾ ਅਤੇ ਵਿਧਵਾ ਪੈਨਸ਼ਨ ਦੇ ਲੰਬਿਤ ਕੇਸਾਂ ਦੇ ਨਿਪਟਾਰੇ ਲਈ ਵਿਸ਼ੇਸ਼ ਕੈਂਪ ਲਗਾਇਆ ਜਾ ਰਿਹਾ ਹੈ। ਇਹ ਕੈਂਪ 24 ਜਨਵਰੀ ਨੂੰ ਸਵੇਰੇ 10 ਵਜੇ ਤੋਂ ਬਾਅਦ ਦੁਪਹਿਰ 3 ਵਜੇ ਤਕ ਲਗਾਇਆ ਜਾਵੇਗਾ। ਲੋੜਵੰਦ ਲਾਭਪਾਤਰੀ ਲੋੜੀਂਦੇ ਦਸਤਾਵੇਜ਼ਾਂ ਸਮੇਤ ਕੈਂਪ ਵਿਚ ਪਹੁੰਚ ਕੇ ਅਪਣੇ ਫ਼ਾਰਮ ਭਰਵਾ ਸਕਦੇ ਹਨ। <box>53 540 291 601</box>
swatch-cyan <box>1285 2177 1303 2189</box>
cia-col-2: ਪੀੜਤ ਨੇ ਦਸਿਆ ਕਿ ਉਹ 11 ਜਨਵਰੀ 2026 ਨੂੰ ਅਪਣੇ ਕੰਮ ਤੋਂ ਵਾਪਸ ਪਰਤ ਰਿਹਾ ਸੀ ਕਿ ਰਸਤੇ ਵਿਚ ਇਕ ਗੱਡੀ ਨੇ ਉਸ ਨੂੰ ਰੋਕ ਲਿਆ। ਗੱਡੀ ਵਿਚੋਂ ਉਤਰੇ ਵਿਅਕਤੀਆਂ ਨੇ ਅਪਣੇ ਆਪ ਨੂੰ ਪੁਲਿਸ ਮੁਲਾਜ਼ਮ ਦਸਿਆ। <box>1238 533 1431 581</box>
cia-story <box>1039 336 1431 583</box>
